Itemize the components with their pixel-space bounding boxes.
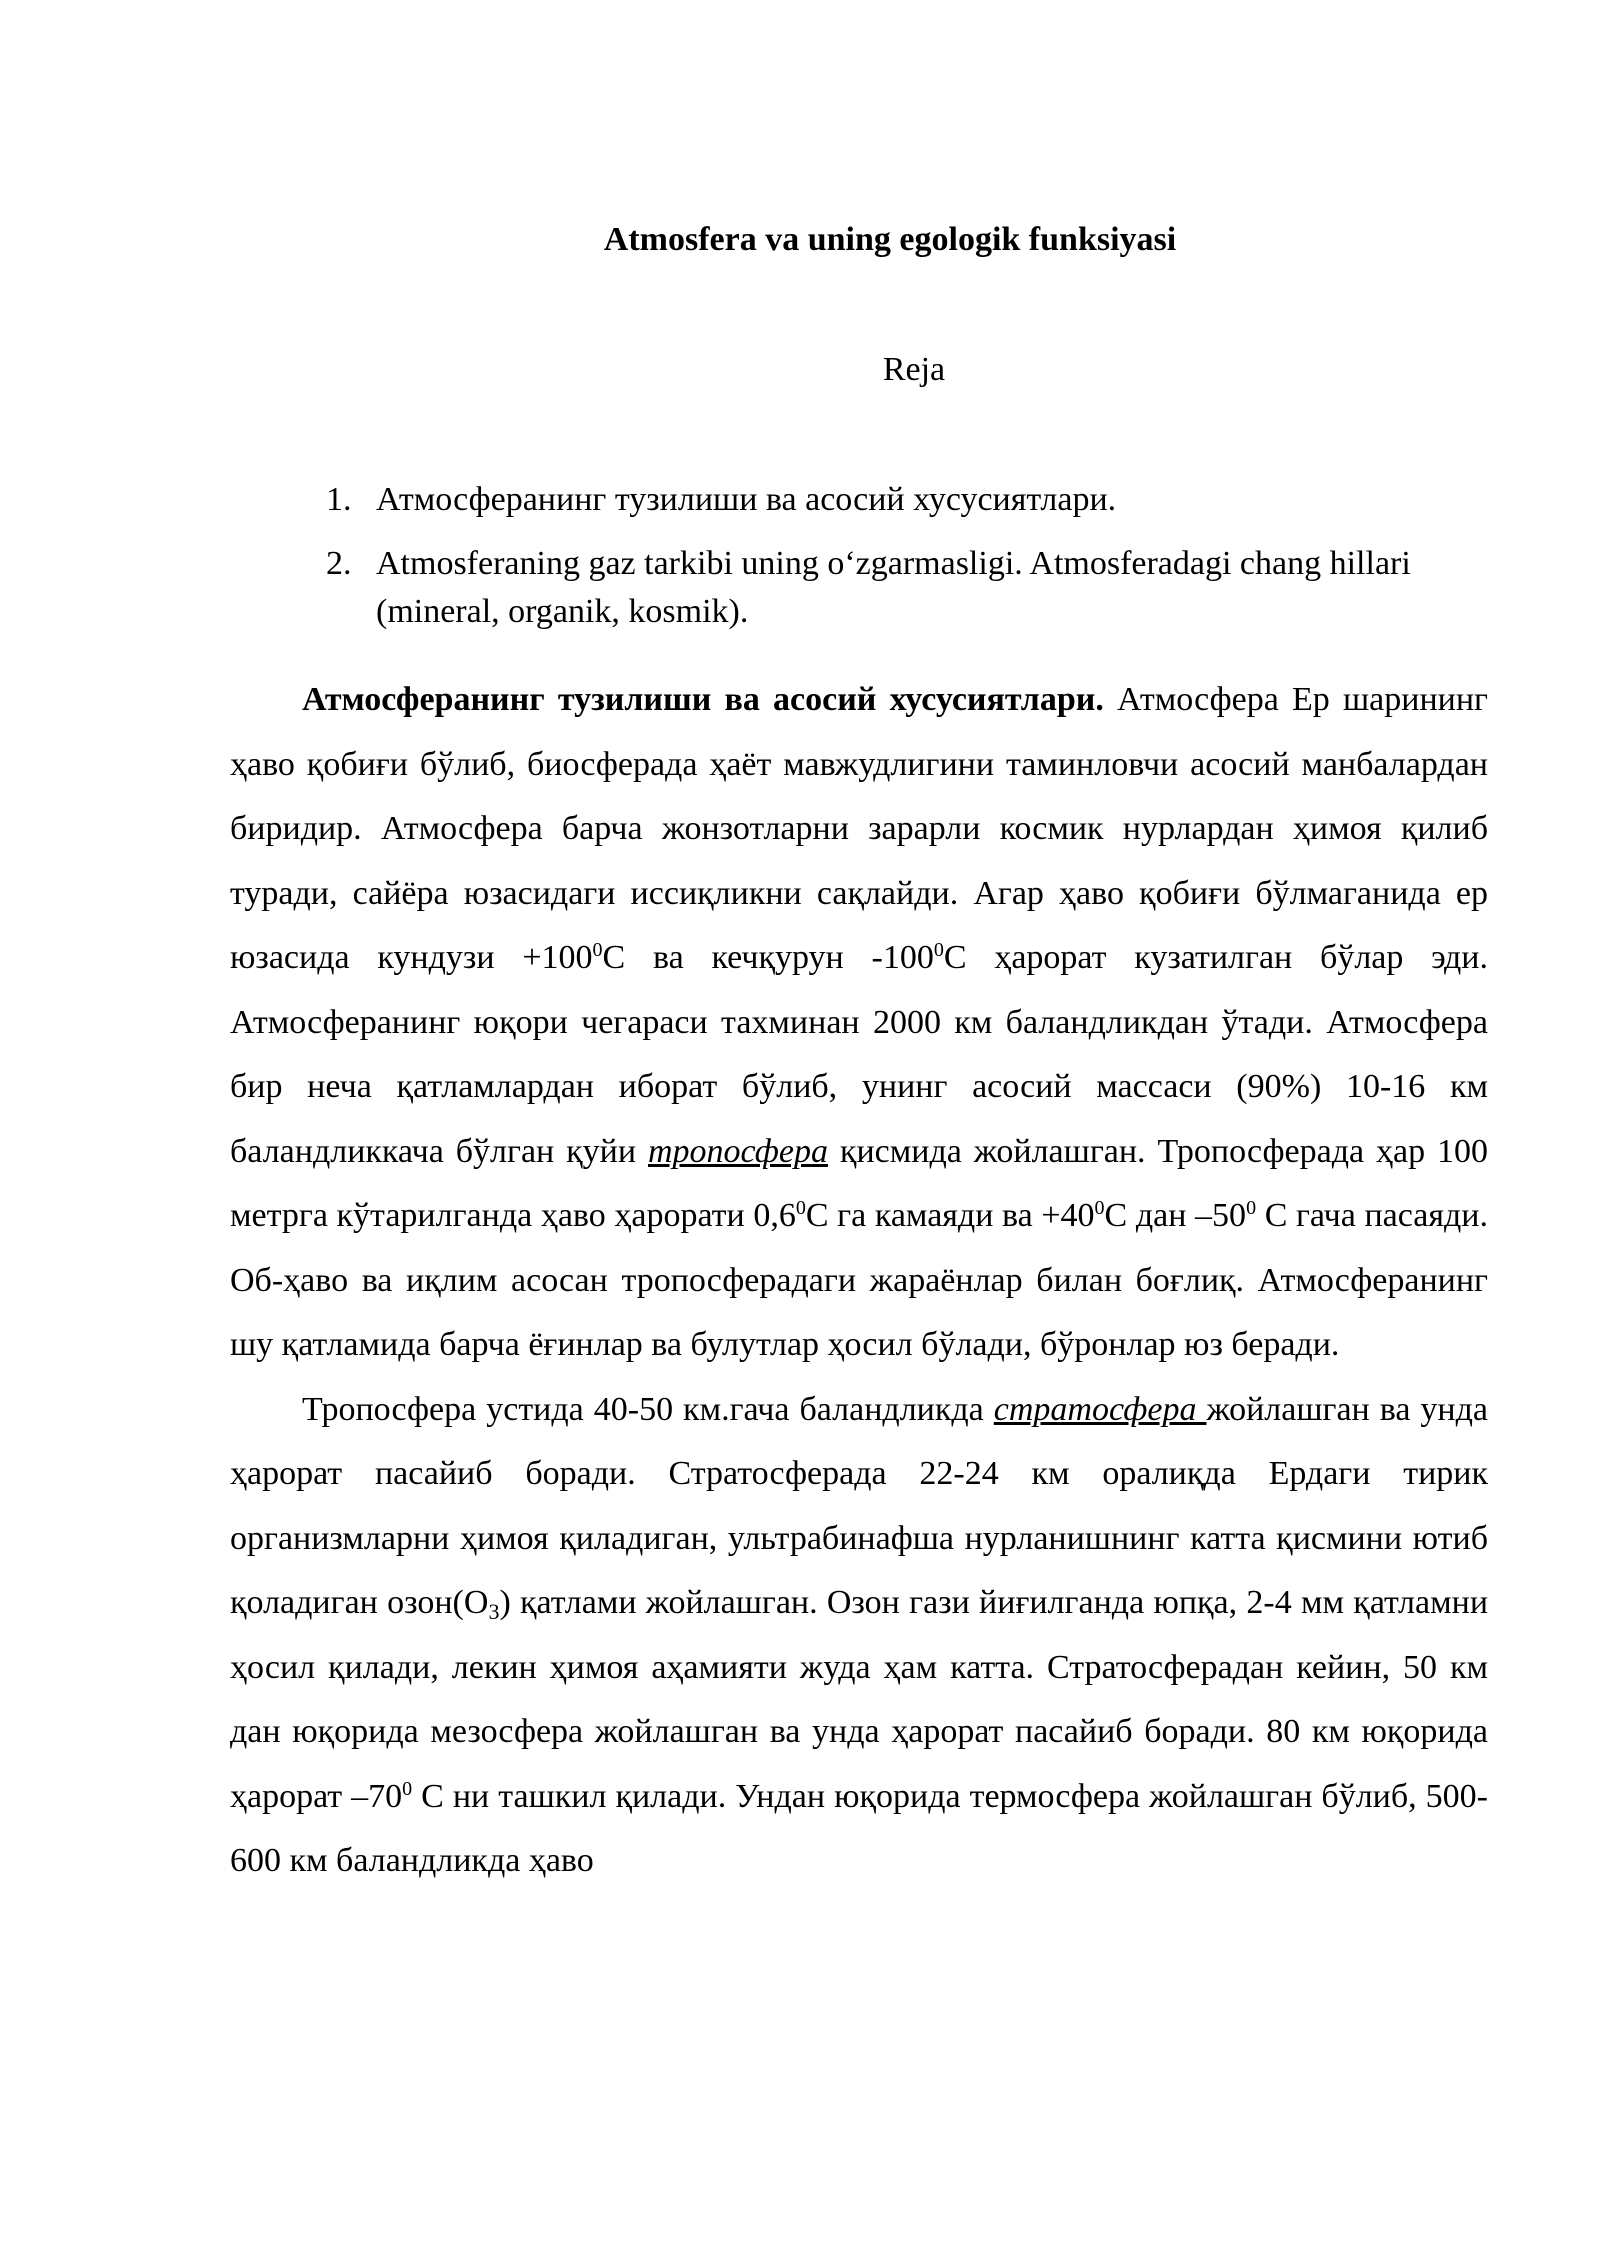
paragraph-text: Атмосфера Ер шарининг ҳаво қобиғи бўлиб, биосферада ҳаёт мавжудлигини таминловчи асосий манбалардан биридир. Атмосфера барча жонзотларни зарарли космик нурлардан ҳимоя қилиб туради, сайёра юзасидаги иссиқликни сақлайди. Агар ҳаво қобиғи бўлмаганида ер юзасида кундузи +100	[230, 681, 1488, 976]
degree-superscript: 0	[402, 1777, 413, 1800]
plan-item	[300, 476, 1500, 524]
degree-superscript: 0	[592, 939, 603, 961]
paragraph-text: С гача пасаяди. Об-ҳаво ва иқлим асосан тропосферадаги жараёнлар билан боғлиқ. Атмосферанинг шу қатламида барча ёғинлар ва булутлар ҳосил бўлади, бўронлар юз беради.	[230, 1197, 1488, 1363]
plan-item-number: 1.	[326, 481, 352, 518]
paragraph-text: С ва кечқурун -100	[602, 939, 934, 976]
paragraph-lead: Атмосферанинг тузилиши ва асосий хусусиятлари.	[302, 681, 1104, 718]
paragraph-atmosphere-structure	[230, 668, 1488, 1378]
plan-heading: Reja	[882, 351, 946, 388]
paragraph-text: Тропосфера устида 40-50 км.гача баландликда	[302, 1390, 994, 1428]
plan-item-number: 2.	[326, 545, 352, 582]
plan-item-text: Atmosferaning gaz tarkibi uning o‘zgarmasligi. Atmosferadagi chang hillari (mineral, organik, kosmik).	[376, 545, 1411, 630]
paragraph-text: қисмида жойлашган. Тропосферада ҳар 100 метрга кўтарилганда ҳаво ҳарорати 0,6	[230, 1132, 1488, 1234]
document-title: Atmosfera va uning egologik funksiyasi	[603, 221, 1177, 258]
degree-superscript: 0	[933, 939, 944, 961]
term-stratosphere: стратосфера	[993, 1390, 1207, 1428]
paragraph-stratosphere	[230, 1378, 1488, 1894]
plan-item	[300, 540, 1500, 636]
degree-superscript: 0	[1246, 1197, 1257, 1219]
body-text	[230, 668, 1488, 1894]
paragraph-text: С дан –50	[1104, 1197, 1247, 1234]
paragraph-text: С га камаяди ва +40	[805, 1197, 1095, 1234]
paragraph-text: ) қатлами жойлашган. Озон гази йиғилганда юпқа, 2-4 мм қатламни ҳосил қилади, лекин ҳимоя аҳамияти жуда ҳам катта. Стратосферадан кейин, 50 км дан юқорида мезосфера жойлашган ва унда ҳарорат пасайиб боради. 80 км юқорида ҳарорат –70	[230, 1584, 1489, 1815]
paragraph-text: С ни ташкил қилади. Ундан юқорида термосфера жойлашган бўлиб, 500-600 км баландликда ҳаво	[230, 1777, 1488, 1879]
plan-list	[300, 476, 1500, 652]
degree-superscript: 0	[795, 1197, 806, 1219]
paragraph-text: жойлашган ва унда ҳарорат пасайиб боради. Стратосферада 22-24 км оралиқда Ердаги тирик организмларни ҳимоя қиладиган, ультрабинафша нурланишнинг катта қисмини ютиб қоладиган озон(О	[230, 1390, 1489, 1621]
term-troposphere: тропосфера	[647, 1132, 829, 1170]
plan-item-text: Атмосферанинг тузилиши ва асосий хусусиятлари.	[376, 481, 1117, 518]
degree-superscript: 0	[1094, 1197, 1105, 1219]
paragraph-text: С ҳарорат кузатилган бўлар эди. Атмосферанинг юқори чегараси тахминан 2000 км баландликдан ўтади. Атмосфера бир неча қатламлардан иборат бўлиб, унинг асосий массаси (90%) 10-16 км баландликкача бўлган қуйи	[230, 939, 1488, 1170]
ozone-subscript: 3	[488, 1599, 500, 1624]
